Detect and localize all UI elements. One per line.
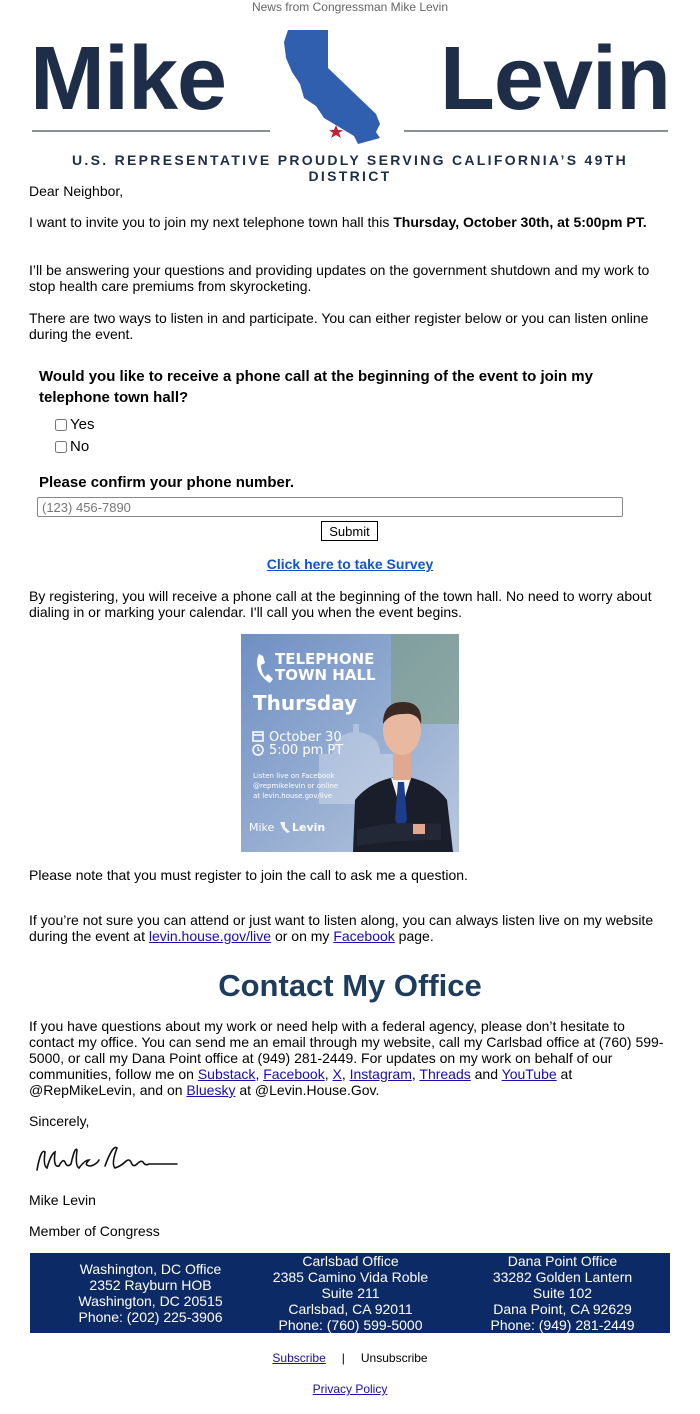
survey-link[interactable]: Click here to take Survey xyxy=(266,556,434,572)
contact-sep-3: , xyxy=(341,1066,350,1082)
contact-paragraph xyxy=(29,1018,669,1098)
promo-day: Thursday xyxy=(253,691,358,715)
threads-link[interactable]: Threads xyxy=(419,1066,471,1082)
promo-listen-1: Listen live on Facebook xyxy=(253,772,335,780)
office-carlsbad xyxy=(248,1253,453,1333)
office-address: 33282 Golden Lantern xyxy=(492,1269,633,1285)
california-map-icon xyxy=(280,28,390,144)
greeting: Dear Neighbor, xyxy=(29,183,124,199)
contact-sep-6: at @RepMikeLevin, and on xyxy=(29,1066,573,1098)
promo-line2: TOWN HALL xyxy=(275,666,376,684)
register-note: Please note that you must register to join the call to ask me a question. xyxy=(29,867,468,883)
link-separator: | xyxy=(341,1351,345,1365)
no-label: No xyxy=(70,438,90,455)
promo-brand-last: Levin xyxy=(292,821,326,834)
listen-after: page. xyxy=(394,928,434,944)
contact-sep-2: , xyxy=(324,1066,333,1082)
listen-before: If you’re not sure you can attend or just want to listen along, you can always listen live on my website during the event at xyxy=(29,912,654,944)
option-no[interactable] xyxy=(55,438,89,455)
invite-paragraph xyxy=(29,214,669,230)
office-name: Dana Point Office xyxy=(507,1253,618,1269)
contact-sep-4: , xyxy=(411,1066,420,1082)
office-phone: Phone: (949) 281-2449 xyxy=(490,1317,635,1333)
unsubscribe-link[interactable]: Unsubscribe xyxy=(360,1351,428,1365)
masthead-first-name: Mike xyxy=(30,29,227,129)
bluesky-link[interactable]: Bluesky xyxy=(186,1082,236,1098)
signature-image xyxy=(33,1140,183,1180)
invite-text: I want to invite you to join my next telephone town hall this xyxy=(29,214,394,230)
privacy-policy-link[interactable]: Privacy Policy xyxy=(312,1382,388,1396)
subscribe-link[interactable]: Subscribe xyxy=(272,1351,326,1365)
updates-paragraph: I’ll be answering your questions and providing updates on the government shutdown and my work to stop health care premiums from skyrocketing. xyxy=(29,262,650,294)
listen-paragraph xyxy=(29,912,669,944)
promo-brand-first: Mike xyxy=(249,821,275,834)
signature-title: Member of Congress xyxy=(29,1223,160,1239)
town-hall-graphic-art xyxy=(241,634,459,852)
office-name: Carlsbad Office xyxy=(302,1253,399,1269)
masthead-banner xyxy=(30,18,670,184)
masthead-tagline: U.S. REPRESENTATIVE PROUDLY SERVING CALIFORNIA’S 49TH DISTRICT xyxy=(72,152,628,184)
town-hall-graphic xyxy=(241,634,459,852)
office-address: 2352 Rayburn HOB xyxy=(89,1277,212,1293)
masthead-last-name: Levin xyxy=(439,29,670,129)
ways-paragraph: There are two ways to listen in and participate. You can either register below or you can listen online during the event. xyxy=(29,310,649,342)
privacy-row xyxy=(0,1382,700,1396)
promo-time: 5:00 pm PT xyxy=(269,743,344,758)
office-name: Washington, DC Office xyxy=(79,1261,222,1277)
office-city: Dana Point, CA 92629 xyxy=(493,1301,632,1317)
office-city: Carlsbad, CA 92011 xyxy=(288,1301,413,1317)
office-city: Washington, DC 20515 xyxy=(78,1293,223,1309)
promo-date: October 30 xyxy=(269,730,342,745)
subscription-links xyxy=(0,1351,700,1365)
facebook-link[interactable]: Facebook xyxy=(263,1066,325,1082)
contact-sep-7: at @Levin.House.Gov. xyxy=(235,1082,380,1098)
phone-label: Please confirm your phone number. xyxy=(39,474,295,491)
signature-name: Mike Levin xyxy=(29,1192,96,1208)
survey-link-row xyxy=(0,556,700,572)
preheader-text: News from Congressman Mike Levin xyxy=(251,0,449,14)
yes-checkbox[interactable] xyxy=(55,419,67,431)
submit-button[interactable]: Submit xyxy=(321,521,378,541)
promo-line1: TELEPHONE xyxy=(275,650,375,668)
phone-input[interactable] xyxy=(37,497,623,517)
livestream-link[interactable]: levin.house.gov/live xyxy=(148,928,272,944)
masthead-rule-right xyxy=(404,130,668,132)
x-link[interactable]: X xyxy=(332,1066,342,1082)
invite-date: Thursday, October 30th, at 5:00pm PT. xyxy=(393,214,647,230)
office-suite: Suite 211 xyxy=(321,1285,380,1301)
office-footer xyxy=(30,1253,670,1333)
sincerely: Sincerely, xyxy=(29,1113,90,1129)
no-checkbox[interactable] xyxy=(55,441,67,453)
facebook-page-link[interactable]: Facebook xyxy=(333,928,395,944)
contact-heading: Contact My Office xyxy=(218,968,482,1003)
registering-paragraph: By registering, you will receive a phone call at the beginning of the town hall. No need to worry about dialing in or marking your calendar. I'll call you when the event begins. xyxy=(29,588,652,620)
yes-label: Yes xyxy=(70,416,95,433)
office-suite: Suite 102 xyxy=(532,1285,593,1301)
office-phone: Phone: (760) 599-5000 xyxy=(278,1317,423,1333)
promo-listen-2: @repmikelevin or online xyxy=(253,782,339,790)
office-dana-point xyxy=(460,1253,665,1333)
contact-sep-5: and xyxy=(470,1066,502,1082)
instagram-link[interactable]: Instagram xyxy=(349,1066,412,1082)
contact-text: If you have questions about my work or need help with a federal agency, please don’t hesitate to contact my office. You can send me an email through my website, call my Carlsbad office at (760) 599-5000, or call my Dana Point office at (949) 281-2449. For updates on my work on behalf of our communities, follow me on xyxy=(29,1018,664,1082)
promo-listen-3: at levin.house.gov/live xyxy=(253,792,333,800)
listen-middle: or on my xyxy=(271,928,334,944)
office-address: 2385 Camino Vida Roble xyxy=(272,1269,429,1285)
option-yes[interactable] xyxy=(55,416,94,433)
masthead-rule-left xyxy=(32,130,270,132)
office-phone: Phone: (202) 225-3906 xyxy=(78,1309,223,1325)
contact-sep-1: , xyxy=(255,1066,264,1082)
office-washington xyxy=(48,1261,253,1325)
call-question: Would you like to receive a phone call at the beginning of the event to join my telephone town hall? xyxy=(39,368,593,406)
youtube-link[interactable]: YouTube xyxy=(501,1066,557,1082)
substack-link[interactable]: Substack xyxy=(197,1066,256,1082)
